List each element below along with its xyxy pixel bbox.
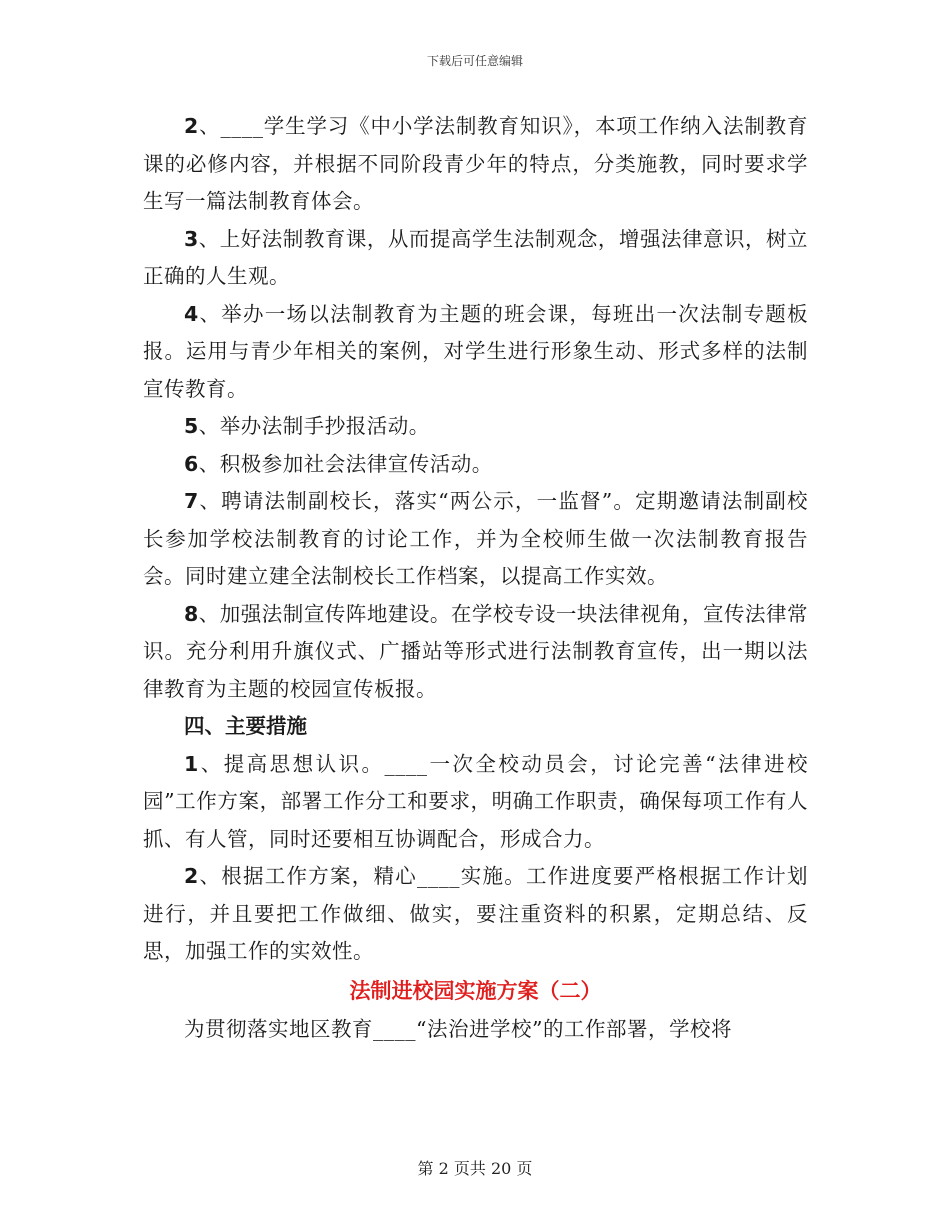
list-item: [143, 446, 808, 484]
intro-paragraph: 为贯彻落实地区教育____“法治进学校”的工作部署，学校将: [184, 1016, 732, 1041]
list-item: [143, 221, 808, 296]
item-text: 、举办法制手抄报活动。: [198, 414, 430, 438]
page-header-note: 下载后可任意编辑: [426, 54, 523, 68]
item-text: 、____学生学习《中小学法制教育知识》，本项工作纳入法制教育课的必修内容，并根据不同阶段青少年的特点，分类施教，同时要求学生写一篇法制教育体会。: [143, 114, 808, 213]
item-text: 、根据工作方案，精心____实施。工作进度要严格根据工作计划进行，并且要把工作做细、做实，要注重资料的积累，定期总结、反思，加强工作的实效性。: [143, 864, 808, 963]
item-text: 、提高思想认识。____一次全校动员会，讨论完善“法律进校园”工作方案，部署工作分工和要求，明确工作职责，确保每项工作有人抓、有人管，同时还要相互协调配合，形成合力。: [143, 751, 808, 851]
item-number: 3: [184, 226, 199, 251]
item-text: 、加强法制宣传阵地建设。在学校专设一块法律视角，宣传法律常识。充分利用升旗仪式、广播站等形式进行法制教育宣传，出一期以法律教育为主题的校园宣传板报。: [143, 601, 808, 701]
list-item: [143, 108, 808, 221]
item-number: 7: [184, 489, 199, 513]
item-text: 、聘请法制副校长，落实“两公示，一监督”。定期邀请法制副校长参加学校法制教育的讨论工作，并为全校师生做一次法制教育报告会。同时建立建全法制校长工作档案，以提高工作实效。: [143, 489, 808, 588]
item-text: 、举办一场以法制教育为主题的班会课，每班出一次法制专题板报。运用与青少年相关的案例，对学生进行形象生动、形式多样的法制宣传教育。: [143, 301, 808, 401]
item-number: 1: [184, 751, 199, 776]
item-number: 6: [184, 451, 199, 476]
list-item: [143, 296, 808, 409]
item-text: 、上好法制教育课，从而提高学生法制观念，增强法律意识，树立正确的人生观。: [143, 226, 808, 288]
document-body: [143, 108, 808, 1048]
list-item: [143, 483, 808, 596]
page-number: 第 2 页共 20 页: [417, 1159, 533, 1178]
document-title: 法制进校园实施方案（二）: [349, 978, 602, 1003]
list-item: [143, 596, 808, 709]
section-heading: 四、主要措施: [184, 714, 307, 738]
item-number: 5: [184, 414, 199, 438]
item-number: 8: [184, 601, 199, 626]
item-number: 2: [184, 864, 199, 888]
item-number: 4: [184, 301, 199, 326]
item-number: 2: [184, 114, 199, 138]
item-text: 、积极参加社会法律宣传活动。: [198, 451, 493, 476]
list-item: [143, 858, 808, 971]
list-item: [143, 408, 808, 446]
list-item: [143, 746, 808, 859]
